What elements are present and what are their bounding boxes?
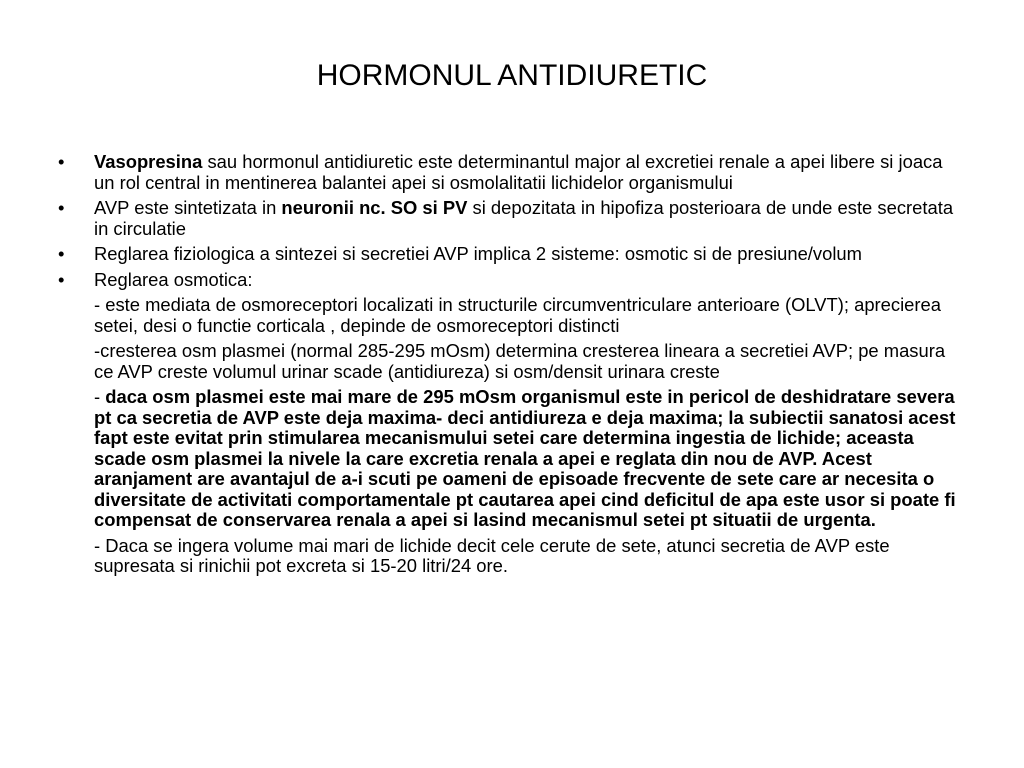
- bold-term: neuronii nc. SO si PV: [281, 197, 468, 218]
- sub-paragraph-osm-increase: [58, 341, 958, 382]
- bullet-text: Reglarea fiziologica a sintezei si secretiei AVP implica 2 sisteme: osmotic si de presiune/volum: [94, 243, 862, 264]
- sub-paragraph-text: -cresterea osm plasmei (normal 285-295 mOsm) determina cresterea lineara a secretiei AVP; pe masura ce AVP creste volumul urinar scade (antidiureza) si osm/densit urinara creste: [94, 340, 946, 382]
- bullet-icon: •: [58, 243, 65, 264]
- bullet-item-avp-synthesis: [58, 198, 958, 239]
- sub-paragraph-text: - Daca se ingera volume mai mari de lichide decit cele cerute de sete, atunci secretia de AVP este supresata si rinichii pot excreta si 15-20 litri/24 ore.: [94, 534, 890, 576]
- bullet-icon: •: [58, 151, 65, 172]
- sub-paragraph-text: - este mediata de osmoreceptori localizati in structurile circumventriculare anterioare (OLVT); aprecierea setei, desi o functie corticala , depinde de osmoreceptori distincti: [94, 294, 941, 336]
- sub-paragraph-osmoreceptors: [58, 295, 958, 336]
- sub-paragraph-bold-text: daca osm plasmei este mai mare de 295 mOsm organismul este in pericol de deshidratare severa pt ca secretia de AVP este deja maxima- deci antidiureza e deja maxima; la subiectii sanatosi acest fapt este evitat prin stimularea mecanismului setei care determina ingestia de lichide; aceasta scade osm plasmei la nivele la care excretia renala a apei e reglata din nou de AVP. Acest aranjament are avantajul de a-i scuti pe oameni de episoade frecvente de sete care ar necesita o diversitate de activitati comportamentale pt cautarea apei cind deficitul de apa este usor si poate fi compensat de conservarea renala a apei si lasind mecanismul setei pt situatii de urgenta.: [94, 386, 956, 530]
- bullet-icon: •: [58, 268, 65, 290]
- bullet-item-regulation: [58, 244, 958, 265]
- bullet-item-vasopresina: [58, 152, 958, 193]
- bullet-text: si depozitata in hipofiza posterioara de unde este secretata in circulatie: [94, 197, 954, 239]
- bullet-icon: •: [58, 197, 65, 218]
- sub-paragraph-dehydration: [58, 387, 958, 531]
- sub-paragraph-excess-fluids: [58, 536, 958, 577]
- slide-title: HORMONUL ANTIDIURETIC: [316, 59, 708, 92]
- bullet-text: AVP este sintetizata in: [94, 197, 282, 218]
- slide-body: [58, 152, 958, 582]
- bullet-item-osmotic-regulation: [58, 270, 958, 291]
- bullet-text: sau hormonul antidiuretic este determinantul major al excretiei renale a apei libere si joaca un rol central in mentinerea balantei apei si osmolalitatii lichidelor organismului: [94, 151, 943, 193]
- sub-paragraph-prefix: -: [94, 386, 106, 407]
- bullet-text: Reglarea osmotica:: [94, 268, 253, 290]
- bold-term: Vasopresina: [94, 151, 203, 172]
